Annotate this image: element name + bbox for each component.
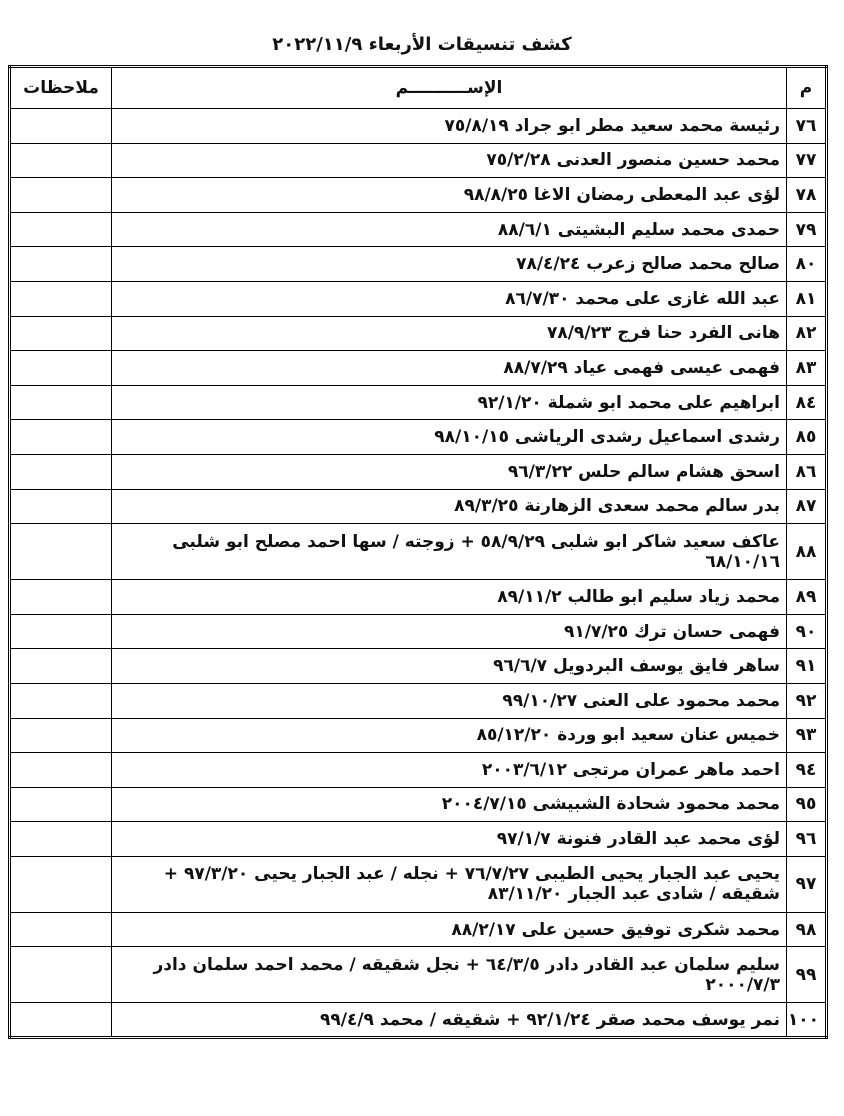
table-row xyxy=(10,316,827,351)
row-number: ٧٨ xyxy=(787,178,827,213)
table-header-row xyxy=(10,67,827,109)
roster-table xyxy=(8,65,828,1039)
row-name: محمد حسين منصور العدنى ٧٥/٢/٢٨ xyxy=(112,143,787,178)
row-name: محمد زياد سليم ابو طالب ٨٩/١١/٢ xyxy=(112,580,787,615)
table-row xyxy=(10,787,827,822)
row-number: ٩٥ xyxy=(787,787,827,822)
table-row xyxy=(10,649,827,684)
row-name: عبد الله غازى على محمد ٨٦/٧/٣٠ xyxy=(112,281,787,316)
row-notes xyxy=(10,489,112,524)
row-number: ٩٤ xyxy=(787,753,827,788)
table-row xyxy=(10,683,827,718)
row-notes xyxy=(10,212,112,247)
row-number: ٨٥ xyxy=(787,420,827,455)
row-notes xyxy=(10,178,112,213)
table-row xyxy=(10,351,827,386)
row-number: ٨٢ xyxy=(787,316,827,351)
table-row xyxy=(10,856,827,912)
row-number: ٩١ xyxy=(787,649,827,684)
row-notes xyxy=(10,822,112,857)
row-name: فهمى عيسى فهمى عياد ٨٨/٧/٢٩ xyxy=(112,351,787,386)
row-number: ٧٧ xyxy=(787,143,827,178)
row-number: ٨١ xyxy=(787,281,827,316)
header-name: الإســــــــــم xyxy=(112,67,787,109)
table-row xyxy=(10,212,827,247)
table-row xyxy=(10,580,827,615)
row-notes xyxy=(10,316,112,351)
row-name: خميس عنان سعيد ابو وردة ٨٥/١٢/٢٠ xyxy=(112,718,787,753)
row-number: ٨٩ xyxy=(787,580,827,615)
row-notes xyxy=(10,109,112,144)
row-number: ٩٢ xyxy=(787,683,827,718)
row-notes xyxy=(10,683,112,718)
row-name: بدر سالم محمد سعدى الزهارنة ٨٩/٣/٢٥ xyxy=(112,489,787,524)
table-row xyxy=(10,822,827,857)
row-name: يحيى عبد الجبار يحيى الطيبى ٧٦/٧/٢٧ + نجله / عبد الجبار يحيى ٩٧/٣/٢٠ + شقيقه / شادى عبد الجبار ٨٣/١١/٢٠ xyxy=(112,856,787,912)
row-name: لؤى عبد المعطى رمضان الاغا ٩٨/٨/٢٥ xyxy=(112,178,787,213)
row-number: ٩٧ xyxy=(787,856,827,912)
row-name: ساهر فايق يوسف البردويل ٩٦/٦/٧ xyxy=(112,649,787,684)
row-notes xyxy=(10,912,112,947)
row-name: حمدى محمد سليم البشيتى ٨٨/٦/١ xyxy=(112,212,787,247)
row-number: ٨٧ xyxy=(787,489,827,524)
document-title: كشف تنسيقات الأربعاء ٢٠٢٢/١١/٩ xyxy=(272,34,572,55)
table-row xyxy=(10,753,827,788)
row-notes xyxy=(10,649,112,684)
row-notes xyxy=(10,420,112,455)
table-row xyxy=(10,947,827,1003)
row-notes xyxy=(10,247,112,282)
row-notes xyxy=(10,281,112,316)
row-notes xyxy=(10,614,112,649)
row-notes xyxy=(10,580,112,615)
row-number: ٧٩ xyxy=(787,212,827,247)
row-notes xyxy=(10,718,112,753)
row-number: ٨٦ xyxy=(787,454,827,489)
table-row xyxy=(10,143,827,178)
row-number: ٩٩ xyxy=(787,947,827,1003)
row-name: لؤى محمد عبد القادر فنونة ٩٧/١/٧ xyxy=(112,822,787,857)
row-name: صالح محمد صالح زعرب ٧٨/٤/٢٤ xyxy=(112,247,787,282)
row-number: ١٠٠ xyxy=(787,1003,827,1038)
table-row xyxy=(10,281,827,316)
table-row xyxy=(10,420,827,455)
row-name: رشدى اسماعيل رشدى الرياشى ٩٨/١٠/١٥ xyxy=(112,420,787,455)
table-body xyxy=(10,109,827,1038)
row-name: محمد محمود على العنى ٩٩/١٠/٢٧ xyxy=(112,683,787,718)
header-number: م xyxy=(787,67,827,109)
row-name: هانى الفرد حنا فرج ٧٨/٩/٢٣ xyxy=(112,316,787,351)
row-notes xyxy=(10,385,112,420)
row-number: ٨٤ xyxy=(787,385,827,420)
row-name: نمر يوسف محمد صقر ٩٢/١/٢٤ + شقيقه / محمد ٩٩/٤/٩ xyxy=(112,1003,787,1038)
table-row xyxy=(10,489,827,524)
row-number: ٨٣ xyxy=(787,351,827,386)
row-notes xyxy=(10,753,112,788)
table-row xyxy=(10,178,827,213)
row-number: ٧٦ xyxy=(787,109,827,144)
table-row xyxy=(10,385,827,420)
row-name: عاكف سعيد شاكر ابو شلبى ٥٨/٩/٢٩ + زوجته / سها احمد مصلح ابو شلبى ٦٨/١٠/١٦ xyxy=(112,524,787,580)
row-notes xyxy=(10,787,112,822)
row-number: ٩٣ xyxy=(787,718,827,753)
table-row xyxy=(10,454,827,489)
row-name: رئيسة محمد سعيد مطر ابو جراد ٧٥/٨/١٩ xyxy=(112,109,787,144)
row-name: محمد محمود شحادة الشبيشى ٢٠٠٤/٧/١٥ xyxy=(112,787,787,822)
row-name: ابراهيم على محمد ابو شملة ٩٢/١/٢٠ xyxy=(112,385,787,420)
row-name: سليم سلمان عبد القادر دادر ٦٤/٣/٥ + نجل شقيقه / محمد احمد سلمان دادر ٢٠٠٠/٧/٣ xyxy=(112,947,787,1003)
table-row xyxy=(10,718,827,753)
row-notes xyxy=(10,143,112,178)
row-notes xyxy=(10,454,112,489)
table-row xyxy=(10,524,827,580)
table-row xyxy=(10,247,827,282)
table-row xyxy=(10,109,827,144)
table-row xyxy=(10,1003,827,1038)
row-notes xyxy=(10,351,112,386)
row-number: ٩٨ xyxy=(787,912,827,947)
row-name: اسحق هشام سالم حلس ٩٦/٣/٢٢ xyxy=(112,454,787,489)
row-name: احمد ماهر عمران مرتجى ٢٠٠٣/٦/١٢ xyxy=(112,753,787,788)
row-name: فهمى حسان ترك ٩١/٧/٢٥ xyxy=(112,614,787,649)
row-name: محمد شكرى توفيق حسين على ٨٨/٢/١٧ xyxy=(112,912,787,947)
row-number: ٩٦ xyxy=(787,822,827,857)
row-notes xyxy=(10,856,112,912)
header-notes: ملاحظات xyxy=(10,67,112,109)
row-number: ٨٨ xyxy=(787,524,827,580)
row-number: ٨٠ xyxy=(787,247,827,282)
row-notes xyxy=(10,947,112,1003)
table-row xyxy=(10,614,827,649)
row-number: ٩٠ xyxy=(787,614,827,649)
row-notes xyxy=(10,524,112,580)
row-notes xyxy=(10,1003,112,1038)
table-row xyxy=(10,912,827,947)
